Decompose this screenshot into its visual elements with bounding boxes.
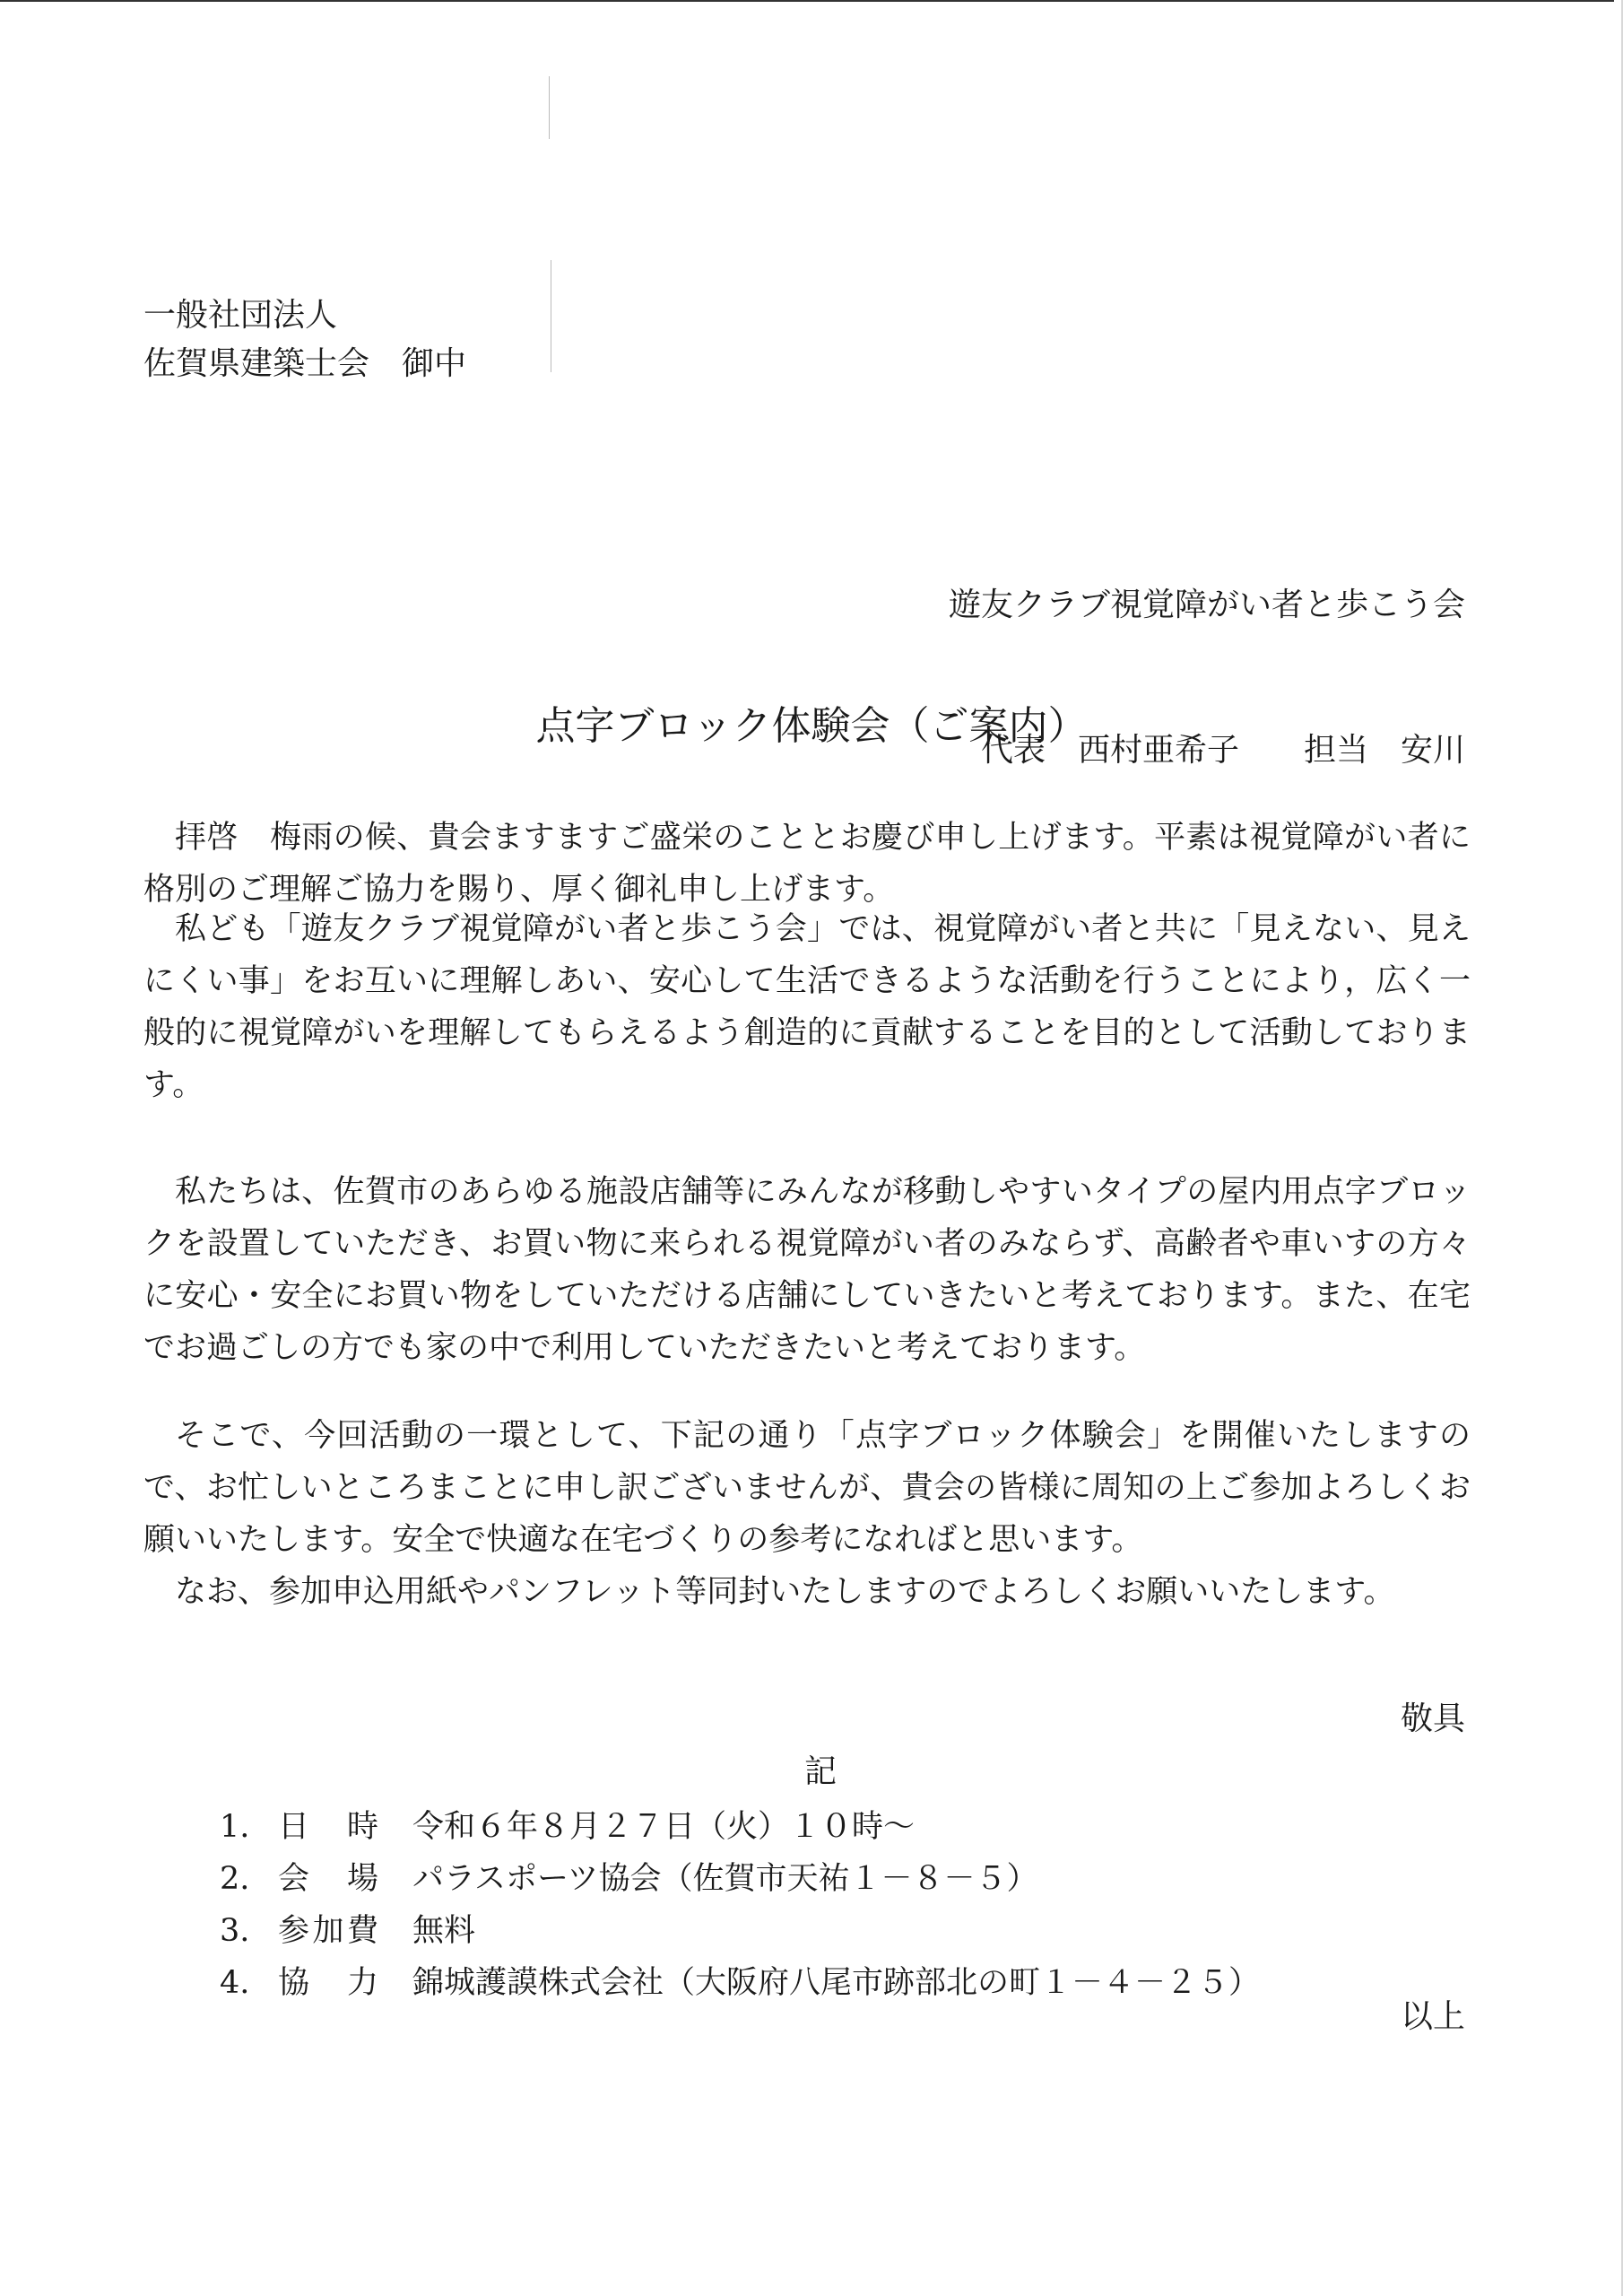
item-value: パラスポーツ協会（佐賀市天祐１－８－５） — [412, 1861, 1038, 1897]
scan-mark — [549, 76, 550, 139]
body-paragraph — [143, 903, 1471, 1111]
page-top-edge — [0, 0, 1614, 2]
item-number: 2. — [220, 1861, 250, 1897]
item-value: 令和６年８月２７日（火）１０時～ — [412, 1809, 916, 1845]
greeting-paragraph: 拝啓 梅雨の候、貴会ますますご盛栄のこととお慶び申し上げます。平素は視覚障がい者に格別のご理解ご協力を賜り、厚く御礼申し上げます。 — [143, 820, 1471, 908]
item-number: 4. — [220, 1965, 250, 2001]
body-paragraph — [143, 1410, 1471, 1618]
item-number: 1. — [220, 1809, 250, 1845]
sender-org: 遊友クラブ視覚障がい者と歩こう会 — [948, 587, 1465, 623]
closing-word: 敬具 — [1400, 1700, 1465, 1737]
item-label: 参加費 — [278, 1913, 382, 1949]
enclosure-paragraph: なお、参加申込用紙やパンフレット等同封いたしますのでよろしくお願いいたします。 — [175, 1574, 1395, 1610]
invitation-paragraph: そこで、今回活動の一環として、下記の通り「点字ブロック体験会」を開催いたしますので、お忙しいところまことに申し訳ございませんが、貴会の皆様に周知の上ご参加よろしくお願いいたします。安全で快適な在宅づくりの参考になればと思います。 — [143, 1418, 1471, 1558]
purpose-paragraph: 私ども「遊友クラブ視覚障がい者と歩こう会」では、視覚障がい者と共に「見えない、見えにくい事」をお互いに理解しあい、安心して生活できるような活動を行うことにより，広く一般的に視覚障がいを理解してもらえるよう創造的に貢献することを目的として活動しております。 — [143, 911, 1471, 1103]
recipient-org-type: 一般社団法人 — [143, 297, 338, 334]
item-label: 日 時 — [278, 1809, 382, 1845]
details-list — [220, 1801, 1260, 2009]
recipient-block — [143, 291, 466, 388]
activity-paragraph: 私たちは、佐賀市のあらゆる施設店舗等にみんなが移動しやすいタイプの屋内用点字ブロックを設置していただき、お買い物に来られる視覚障がい者のみならず、高齢者や車いすの方々に安心・安全にお買い物をしていただける店舗にしていきたいと考えております。また、在宅でお過ごしの方でも家の中で利用していただきたいと考えております。 — [143, 1174, 1471, 1366]
body-paragraph — [143, 1166, 1471, 1374]
recipient-name: 佐賀県建築士会 御中 — [143, 345, 467, 382]
list-item — [220, 1957, 1260, 2009]
list-item — [220, 1801, 1260, 1853]
item-number: 3. — [220, 1913, 250, 1949]
list-item — [220, 1853, 1260, 1905]
page-title: 点字ブロック体験会（ご案内） — [535, 703, 1088, 749]
sender-rep: 代表 西村亜希子 担当 安川 — [980, 732, 1465, 769]
item-label: 会 場 — [278, 1861, 382, 1897]
item-label: 協 力 — [278, 1965, 382, 2001]
sender-block — [949, 484, 1465, 823]
list-item — [220, 1905, 1260, 1957]
item-value: 無料 — [412, 1913, 476, 1949]
body-paragraph — [143, 812, 1471, 916]
end-mark: 以上 — [1400, 1998, 1465, 2035]
ki-heading: 記 — [803, 1753, 837, 1790]
item-value: 錦城護謨株式会社（大阪府八尾市跡部北の町１－４－２５） — [412, 1965, 1261, 2001]
